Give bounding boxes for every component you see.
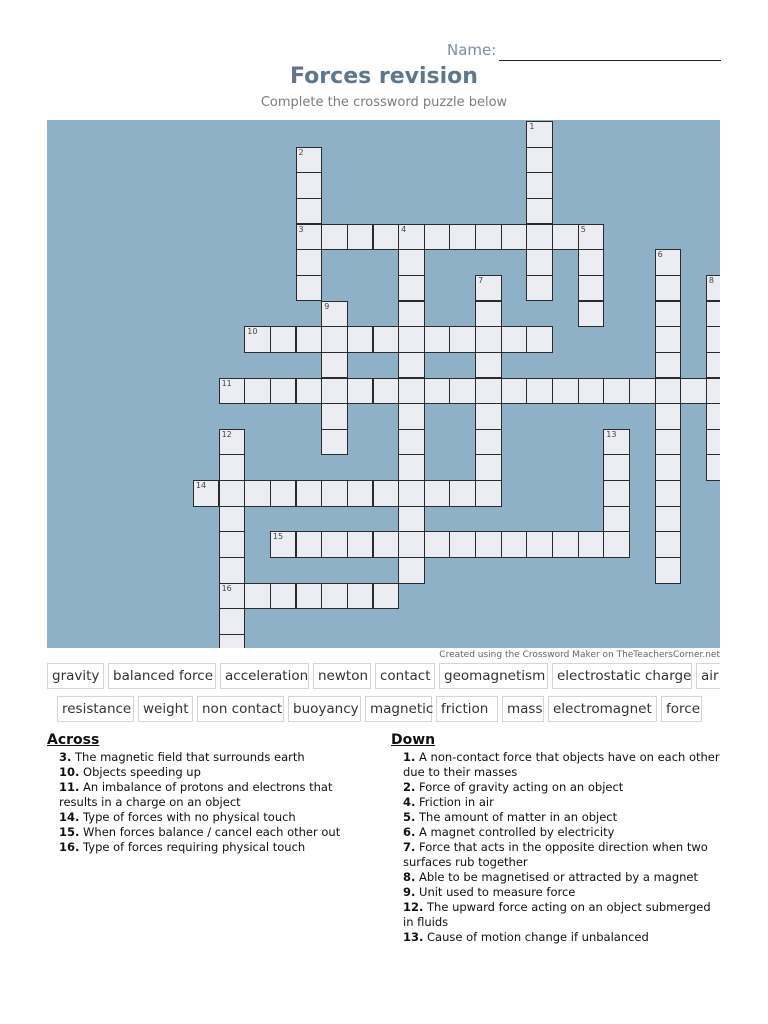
grid-cell[interactable]: [603, 531, 630, 558]
grid-cell[interactable]: [655, 326, 682, 353]
grid-cell[interactable]: [578, 224, 605, 251]
clue-text: A magnet controlled by electricity: [415, 825, 615, 839]
word-bank-item: electrostatic charge: [552, 663, 692, 689]
clue-num: 14.: [59, 810, 80, 824]
grid-cell[interactable]: [501, 224, 528, 251]
clue-text: Able to be magnetised or attracted by a magnet: [415, 870, 699, 884]
grid-cell[interactable]: [193, 480, 220, 507]
grid-cell[interactable]: [603, 429, 630, 456]
grid-cell[interactable]: [270, 378, 297, 405]
clue-number: 5: [580, 224, 586, 234]
down-list: [391, 750, 721, 945]
grid-cell[interactable]: [373, 480, 400, 507]
grid-cell[interactable]: [501, 326, 528, 353]
grid-cell[interactable]: [706, 352, 720, 379]
grid-cell[interactable]: [244, 583, 271, 610]
grid-cell[interactable]: [296, 531, 323, 558]
crossword-grid: [47, 120, 720, 648]
clue-num: 16.: [59, 840, 80, 854]
word-bank-item: mass: [502, 696, 544, 722]
grid-cell[interactable]: [424, 326, 451, 353]
grid-cell[interactable]: [398, 301, 425, 328]
grid-cell[interactable]: [321, 352, 348, 379]
word-bank-row-1: [47, 663, 720, 689]
grid-cell[interactable]: [655, 506, 682, 533]
grid-cell[interactable]: [398, 557, 425, 584]
clue-num: 11.: [59, 780, 80, 794]
grid-cell[interactable]: [449, 531, 476, 558]
clue-item: [391, 930, 721, 945]
grid-cell[interactable]: [424, 224, 451, 251]
grid-cell[interactable]: [475, 224, 502, 251]
clue-text: The amount of matter in an object: [415, 810, 618, 824]
clue-item: [391, 870, 721, 885]
grid-cell[interactable]: [526, 249, 553, 276]
grid-cell[interactable]: [424, 378, 451, 405]
grid-cell[interactable]: [219, 480, 246, 507]
clue-number: 4: [401, 224, 407, 234]
grid-cell[interactable]: [655, 531, 682, 558]
grid-cell[interactable]: [449, 224, 476, 251]
grid-cell[interactable]: [603, 454, 630, 481]
grid-cell[interactable]: [398, 378, 425, 405]
clue-number: 15: [272, 532, 284, 542]
clue-item: [391, 810, 721, 825]
page-subtitle: Complete the crossword puzzle below: [260, 95, 508, 110]
grid-cell[interactable]: [603, 378, 630, 405]
grid-cell[interactable]: [219, 583, 246, 610]
clue-number: 1: [529, 122, 535, 131]
grid-cell[interactable]: [475, 352, 502, 379]
grid-cell[interactable]: [526, 275, 553, 302]
grid-cell[interactable]: [373, 224, 400, 251]
grid-cell[interactable]: [655, 557, 682, 584]
word-bank-item: geomagnetism: [439, 663, 548, 689]
grid-cell[interactable]: [398, 506, 425, 533]
clue-item: [391, 885, 721, 900]
grid-cell[interactable]: [706, 429, 720, 456]
grid-cell[interactable]: [552, 224, 579, 251]
grid-cell[interactable]: [398, 429, 425, 456]
grid-cell[interactable]: [578, 249, 605, 276]
grid-cell[interactable]: [321, 326, 348, 353]
grid-cell[interactable]: [296, 480, 323, 507]
grid-cell[interactable]: [526, 172, 553, 199]
grid-cell[interactable]: [655, 352, 682, 379]
clue-number: 3: [298, 224, 304, 234]
grid-cell[interactable]: [296, 583, 323, 610]
across-list: [47, 750, 357, 855]
word-bank-item: friction: [436, 696, 498, 722]
clue-num: 6.: [403, 825, 416, 839]
grid-cell[interactable]: [219, 506, 246, 533]
grid-cell[interactable]: [475, 326, 502, 353]
grid-cell[interactable]: [475, 531, 502, 558]
clue-num: 13.: [403, 930, 424, 944]
clue-num: 4.: [403, 795, 416, 809]
grid-cell[interactable]: [296, 147, 323, 174]
word-bank-item: air: [696, 663, 720, 689]
grid-cell[interactable]: [219, 429, 246, 456]
clue-text: Objects speeding up: [79, 765, 201, 779]
grid-cell[interactable]: [398, 480, 425, 507]
grid-cell[interactable]: [219, 557, 246, 584]
word-bank-item: buoyancy: [288, 696, 361, 722]
clue-item: [391, 750, 721, 780]
clue-item: [47, 780, 357, 810]
page-title: Forces revision: [290, 64, 478, 89]
clue-item: [391, 825, 721, 840]
grid-cell[interactable]: [526, 224, 553, 251]
grid-cell[interactable]: [706, 378, 720, 405]
word-bank-item: electromagnet: [548, 696, 657, 722]
grid-cell[interactable]: [398, 454, 425, 481]
grid-cell[interactable]: [398, 326, 425, 353]
word-bank-item: acceleration: [220, 663, 309, 689]
grid-cell[interactable]: [552, 378, 579, 405]
grid-cell[interactable]: [398, 224, 425, 251]
down-heading: Down: [391, 732, 436, 748]
grid-cell[interactable]: [578, 275, 605, 302]
grid-cell[interactable]: [296, 326, 323, 353]
clue-number: 12: [221, 429, 232, 439]
grid-cell[interactable]: [347, 480, 374, 507]
clue-number: 8: [708, 275, 714, 285]
grid-cell[interactable]: [347, 326, 374, 353]
grid-cell[interactable]: [475, 480, 502, 507]
grid-cell[interactable]: [706, 326, 720, 353]
grid-cell[interactable]: [552, 531, 579, 558]
grid-cell[interactable]: [321, 301, 348, 328]
word-bank-item: weight: [138, 696, 193, 722]
grid-cell[interactable]: [526, 121, 553, 148]
grid-cell[interactable]: [296, 198, 323, 225]
clue-number: 7: [478, 275, 484, 285]
clue-number: 10: [247, 327, 258, 337]
grid-cell[interactable]: [655, 275, 682, 302]
grid-cell[interactable]: [706, 403, 720, 430]
grid-cell[interactable]: [526, 147, 553, 174]
grid-cell[interactable]: [578, 378, 605, 405]
word-bank-item: gravity: [47, 663, 104, 689]
clue-item: [47, 765, 357, 780]
clue-text: Type of forces requiring physical touch: [79, 840, 306, 854]
clue-num: 7.: [403, 840, 416, 854]
grid-cell[interactable]: [321, 583, 348, 610]
grid-cell[interactable]: [347, 378, 374, 405]
word-bank-item: balanced force: [108, 663, 216, 689]
name-label: Name:: [447, 41, 497, 59]
grid-cell[interactable]: [373, 326, 400, 353]
word-bank-item: contact: [375, 663, 435, 689]
grid-cell[interactable]: [373, 531, 400, 558]
grid-cell[interactable]: [244, 378, 271, 405]
clue-number: 16: [221, 583, 232, 593]
grid-cell[interactable]: [680, 378, 707, 405]
clue-num: 3.: [59, 750, 72, 764]
word-bank-row-2: [47, 696, 720, 722]
clue-num: 15.: [59, 825, 80, 839]
clue-item: [47, 825, 357, 840]
clue-num: 5.: [403, 810, 416, 824]
grid-cell[interactable]: [475, 275, 502, 302]
grid-cell[interactable]: [655, 480, 682, 507]
grid-cell[interactable]: [219, 608, 246, 635]
grid-cell[interactable]: [373, 583, 400, 610]
grid-cell[interactable]: [347, 583, 374, 610]
grid-cell[interactable]: [321, 480, 348, 507]
clue-item: [391, 840, 721, 870]
grid-cell[interactable]: [398, 531, 425, 558]
grid-cell[interactable]: [475, 301, 502, 328]
grid-cell[interactable]: [373, 378, 400, 405]
clue-text: Force that acts in the opposite direction when two surfaces rub together: [403, 840, 708, 869]
grid-cell[interactable]: [398, 352, 425, 379]
grid-cell[interactable]: [655, 403, 682, 430]
clue-item: [47, 750, 357, 765]
clue-num: 2.: [403, 780, 416, 794]
clue-number: 6: [657, 250, 663, 260]
down-clues: [391, 733, 721, 945]
grid-cell[interactable]: [655, 378, 682, 405]
across-clues: [47, 733, 357, 855]
clue-item: [391, 780, 721, 795]
across-heading: Across: [47, 732, 100, 748]
grid-cell[interactable]: [270, 326, 297, 353]
grid-cell[interactable]: [424, 531, 451, 558]
grid-cell[interactable]: [603, 480, 630, 507]
grid-cell[interactable]: [219, 378, 246, 405]
word-bank-item: resistance: [57, 696, 134, 722]
grid-cell[interactable]: [475, 378, 502, 405]
grid-cell[interactable]: [219, 454, 246, 481]
clue-item: [47, 840, 357, 855]
grid-cell[interactable]: [526, 326, 553, 353]
clue-text: Force of gravity acting on an object: [415, 780, 624, 794]
grid-cell[interactable]: [296, 172, 323, 199]
grid-cell[interactable]: [603, 506, 630, 533]
grid-cell[interactable]: [321, 224, 348, 251]
grid-cell[interactable]: [244, 326, 271, 353]
grid-cell[interactable]: [219, 531, 246, 558]
clue-num: 9.: [403, 885, 416, 899]
grid-cell[interactable]: [424, 480, 451, 507]
clue-num: 1.: [403, 750, 416, 764]
grid-cell[interactable]: [270, 480, 297, 507]
grid-cell[interactable]: [270, 531, 297, 558]
grid-cell[interactable]: [398, 403, 425, 430]
grid-cell[interactable]: [296, 224, 323, 251]
clue-text: An imbalance of protons and electrons that results in a charge on an object: [59, 780, 333, 809]
grid-cell[interactable]: [655, 454, 682, 481]
grid-cell[interactable]: [706, 454, 720, 481]
grid-cell[interactable]: [219, 634, 246, 648]
word-bank-item: newton: [313, 663, 371, 689]
grid-cell[interactable]: [270, 583, 297, 610]
clue-text: When forces balance / cancel each other out: [79, 825, 341, 839]
grid-cell[interactable]: [526, 531, 553, 558]
clue-item: [391, 900, 721, 930]
clue-item: [391, 795, 721, 810]
grid-cell[interactable]: [398, 249, 425, 276]
grid-cell[interactable]: [347, 531, 374, 558]
grid-cell[interactable]: [475, 403, 502, 430]
credit-text: Created using the Crossword Maker on TheTeachersCorner.net: [439, 650, 720, 660]
grid-cell[interactable]: [296, 378, 323, 405]
clue-text: Cause of motion change if unbalanced: [423, 930, 649, 944]
grid-cell[interactable]: [526, 378, 553, 405]
grid-cell[interactable]: [475, 429, 502, 456]
grid-cell[interactable]: [706, 301, 720, 328]
grid-cell[interactable]: [655, 301, 682, 328]
word-bank-item: non contact: [197, 696, 284, 722]
grid-cell[interactable]: [296, 249, 323, 276]
clue-number: 9: [324, 301, 330, 311]
grid-cell[interactable]: [296, 275, 323, 302]
clue-text: Friction in air: [415, 795, 494, 809]
name-input-line[interactable]: [499, 60, 721, 61]
word-bank-item: magnetic: [365, 696, 432, 722]
name-field[interactable]: [446, 40, 722, 64]
clue-text: Type of forces with no physical touch: [79, 810, 296, 824]
clue-number: 11: [221, 378, 232, 388]
grid-cell[interactable]: [706, 275, 720, 302]
grid-cell[interactable]: [526, 198, 553, 225]
word-bank-item: force: [661, 696, 702, 722]
clue-item: [47, 810, 357, 825]
grid-cell[interactable]: [578, 531, 605, 558]
grid-cell[interactable]: [655, 249, 682, 276]
grid-cell[interactable]: [321, 429, 348, 456]
grid-cell[interactable]: [501, 531, 528, 558]
clue-num: 12.: [403, 900, 424, 914]
clue-text: The upward force acting on an object submerged in fluids: [403, 900, 711, 929]
grid-cell[interactable]: [449, 378, 476, 405]
grid-cell[interactable]: [629, 378, 656, 405]
clue-num: 8.: [403, 870, 416, 884]
grid-cell[interactable]: [398, 275, 425, 302]
grid-cell[interactable]: [655, 429, 682, 456]
grid-cell[interactable]: [321, 531, 348, 558]
clue-number: 14: [195, 481, 207, 491]
grid-cell[interactable]: [475, 454, 502, 481]
clue-number: 13: [606, 429, 617, 439]
grid-cell[interactable]: [578, 301, 605, 328]
grid-cell[interactable]: [449, 326, 476, 353]
grid-cell[interactable]: [244, 480, 271, 507]
grid-cell[interactable]: [321, 403, 348, 430]
grid-cell[interactable]: [449, 480, 476, 507]
clue-text: Unit used to measure force: [415, 885, 576, 899]
clue-num: 10.: [59, 765, 80, 779]
grid-cell[interactable]: [501, 378, 528, 405]
clue-text: A non-contact force that objects have on each other due to their masses: [403, 750, 720, 779]
clue-number: 2: [298, 147, 304, 157]
clue-text: The magnetic field that surrounds earth: [71, 750, 305, 764]
grid-cell[interactable]: [347, 224, 374, 251]
grid-cell[interactable]: [321, 378, 348, 405]
